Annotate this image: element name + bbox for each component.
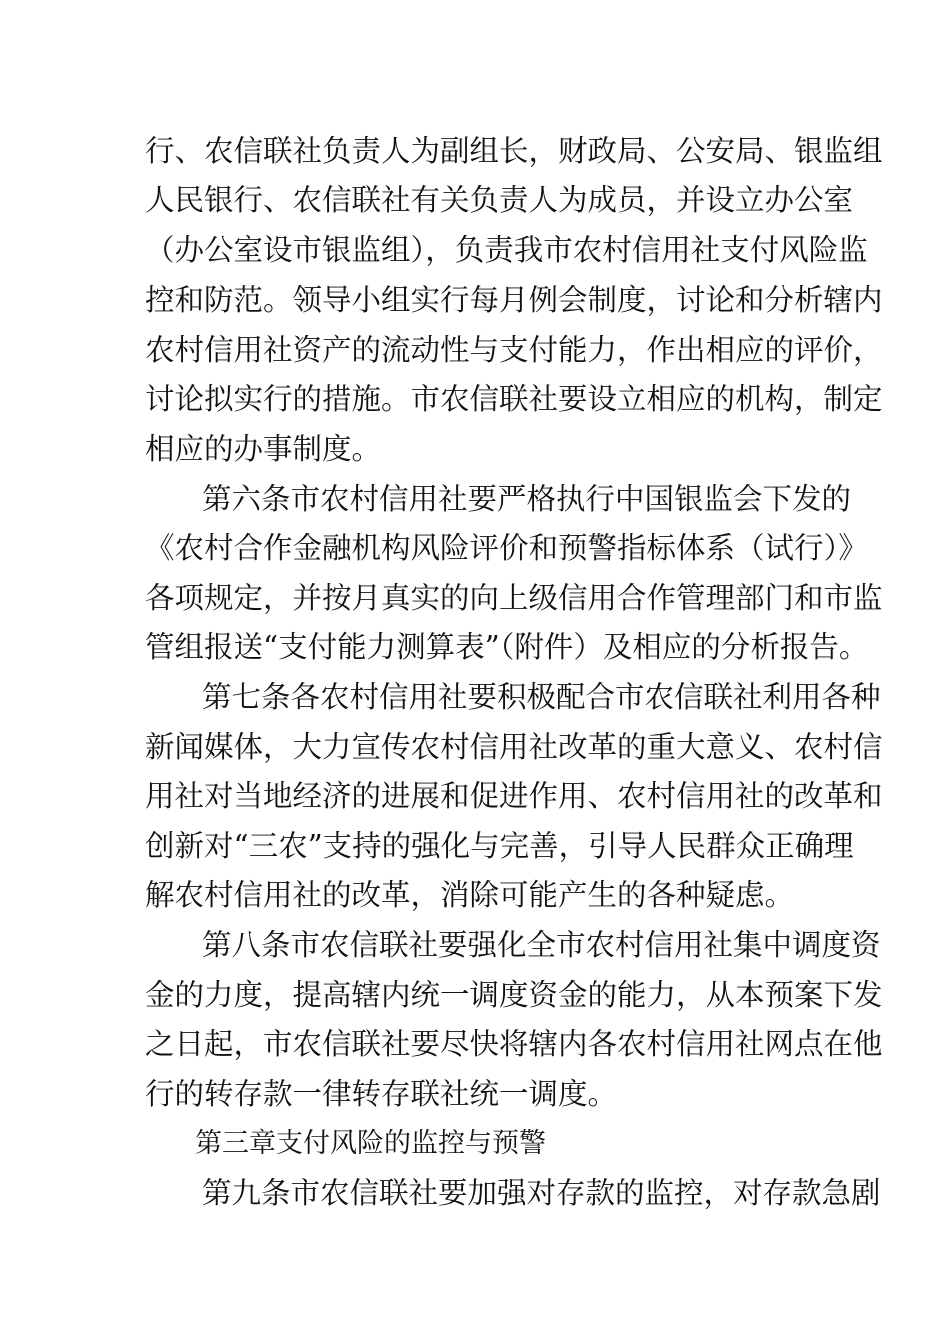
paragraph-first-line: 第九条市农信联社要加强对存款的监控，对存款急剧 [202,1176,881,1210]
text-line: 人民银行、农信联社有关负责人为成员，并设立办公室 [145,183,854,217]
text-line: 新闻媒体，大力宣传农村信用社改革的重大意义、农村信 [145,730,883,764]
text-line: （办公室设市银监组），负责我市农村信用社支付风险监 [145,233,868,267]
paragraph-first-line: 第七条各农村信用社要积极配合市农信联社利用各种 [202,680,881,714]
text-line: 讨论拟实行的措施。市农信联社要设立相应的机构，制定 [145,382,883,416]
text-line: 各项规定，并按月真实的向上级信用合作管理部门和市监 [145,581,883,615]
text-line: 管组报送“支付能力测算表”（附件）及相应的分析报告。 [145,630,869,664]
text-line: 《农村合作金融机构风险评价和预警指标体系（试行）》 [145,531,868,565]
chapter-heading: 第三章支付风险的监控与预警 [195,1128,546,1159]
text-line: 之日起，市农信联社要尽快将辖内各农村信用社网点在他 [145,1027,883,1061]
text-line: 农村信用社资产的流动性与支付能力，作出相应的评价， [145,333,883,367]
text-line: 用社对当地经济的进展和促进作用、农村信用社的改革和 [145,779,883,813]
text-line: 金的力度，提高辖内统一调度资金的能力，从本预案下发 [145,978,883,1012]
paragraph-first-line: 第六条市农村信用社要严格执行中国银监会下发的 [202,482,852,516]
text-line: 相应的办事制度。 [145,432,382,466]
text-line: 创新对“三农”支持的强化与完善，引导人民群众正确理 [145,829,854,863]
text-line: 控和防范。领导小组实行每月例会制度，讨论和分析辖内 [145,283,883,317]
paragraph-first-line: 第八条市农信联社要强化全市农村信用社集中调度资 [202,928,881,962]
text-line: 行、农信联社负责人为副组长，财政局、公安局、银监组 [145,134,883,168]
text-line: 解农村信用社的改革，消除可能产生的各种疑虑。 [145,878,795,912]
text-line: 行的转存款一律转存联社统一调度。 [145,1077,618,1111]
